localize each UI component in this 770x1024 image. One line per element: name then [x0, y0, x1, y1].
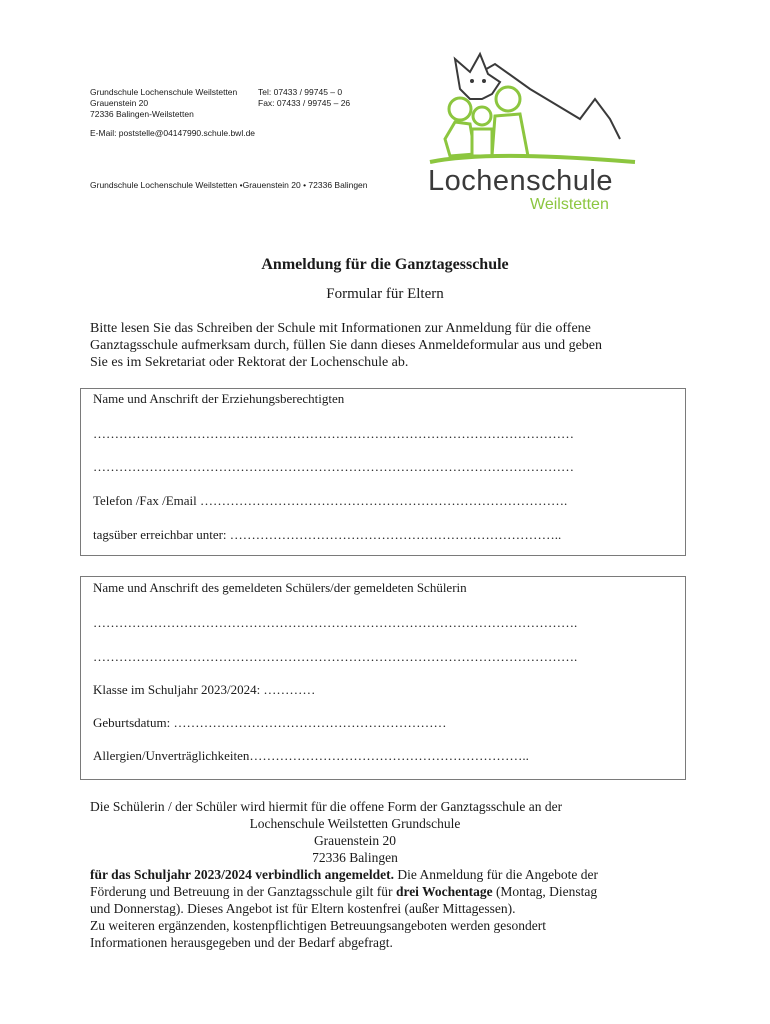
logo-wordmark: Lochenschule	[428, 165, 613, 197]
intro-line: Bitte lesen Sie das Schreiben der Schule mit Informationen zur Anmeldung für die offene	[90, 321, 591, 336]
student-name-field[interactable]: ………………………………………………………………………………………………….	[93, 615, 578, 630]
student-form-box	[80, 576, 686, 780]
days-bold: drei Wochentage	[395, 884, 493, 899]
tel: Tel: 07433 / 99745 – 0	[258, 87, 343, 97]
school-name-line: Lochenschule Weilstetten Grundschule	[249, 816, 461, 831]
intro-line: Sie es im Sekretariat oder Rektorat der Lochenschule ab.	[90, 355, 409, 370]
logo-subtitle: Weilstetten	[530, 196, 609, 213]
city-line: 72336 Balingen	[312, 850, 398, 865]
parents-form-box	[80, 388, 686, 556]
student-heading: Name und Anschrift des gemeldeten Schülers/der gemeldeten Schülerin	[93, 580, 467, 595]
street-line: Grauenstein 20	[313, 833, 397, 848]
info-line: Informationen herausgegeben und der Bedarf abgefragt.	[90, 935, 393, 950]
registration-statement	[90, 798, 690, 951]
student-birthdate-field[interactable]: Geburtsdatum: ………………………………………………………	[93, 715, 447, 730]
city: 72336 Balingen-Weilstetten	[90, 109, 194, 119]
student-address-field[interactable]: ………………………………………………………………………………………………….	[93, 649, 578, 664]
extra-offers-line: Zu weiteren ergänzenden, kostenpflichtigen Betreuungsangeboten werden gesondert	[90, 918, 546, 933]
letterhead-contact	[258, 87, 350, 109]
parents-heading: Name und Anschrift der Erziehungsberechtigten	[93, 391, 345, 406]
intro-text	[90, 320, 602, 371]
school-name: Grundschule Lochenschule Weilstetten	[90, 87, 238, 97]
parents-phone-field[interactable]: Telefon /Fax /Email ………………………………………………………………………….	[93, 493, 568, 508]
statement-line: Die Schülerin / der Schüler wird hiermit für die offene Form der Ganztagsschule an der	[90, 799, 563, 814]
fax: Fax: 07433 / 99745 – 26	[258, 98, 351, 108]
days-line-start: Förderung und Betreuung in der Ganztagsschule gilt für	[90, 884, 396, 899]
days-line-end: (Montag, Dienstag	[492, 884, 598, 899]
intro-line: Ganztagsschule aufmerksam durch, füllen Sie dann dieses Anmeldeformular aus und geben	[90, 338, 603, 353]
parents-address-field[interactable]: …………………………………………………………………………………………………	[93, 459, 574, 474]
parents-name-field[interactable]: …………………………………………………………………………………………………	[93, 426, 574, 441]
return-address: Grundschule Lochenschule Weilstetten •Grauenstein 20 • 72336 Balingen	[90, 180, 368, 190]
email: E-Mail: poststelle@04147990.schule.bwl.de	[90, 128, 256, 138]
binding-rest: Die Anmeldung für die Angebote der	[394, 867, 598, 882]
school-logo	[420, 44, 640, 219]
binding-line	[90, 866, 690, 883]
street: Grauenstein 20	[90, 98, 149, 108]
days-line	[90, 883, 690, 900]
page-subtitle: Formular für Eltern	[326, 286, 444, 302]
cost-line: und Donnerstag). Dieses Angebot ist für Eltern kostenfrei (außer Mittagessen).	[90, 901, 516, 916]
page-title: Anmeldung für die Ganztagesschule	[261, 256, 509, 273]
parents-reachable-field[interactable]: tagsüber erreichbar unter: …………………………………………………………………..	[93, 527, 562, 542]
student-allergies-field[interactable]: Allergien/Unverträglichkeiten………………………………………………………..	[93, 748, 529, 763]
student-class-field[interactable]: Klasse im Schuljahr 2023/2024: …………	[93, 682, 316, 697]
letterhead-address	[90, 87, 237, 120]
school-year-bold: für das Schuljahr 2023/2024 verbindlich angemeldet.	[90, 867, 395, 882]
